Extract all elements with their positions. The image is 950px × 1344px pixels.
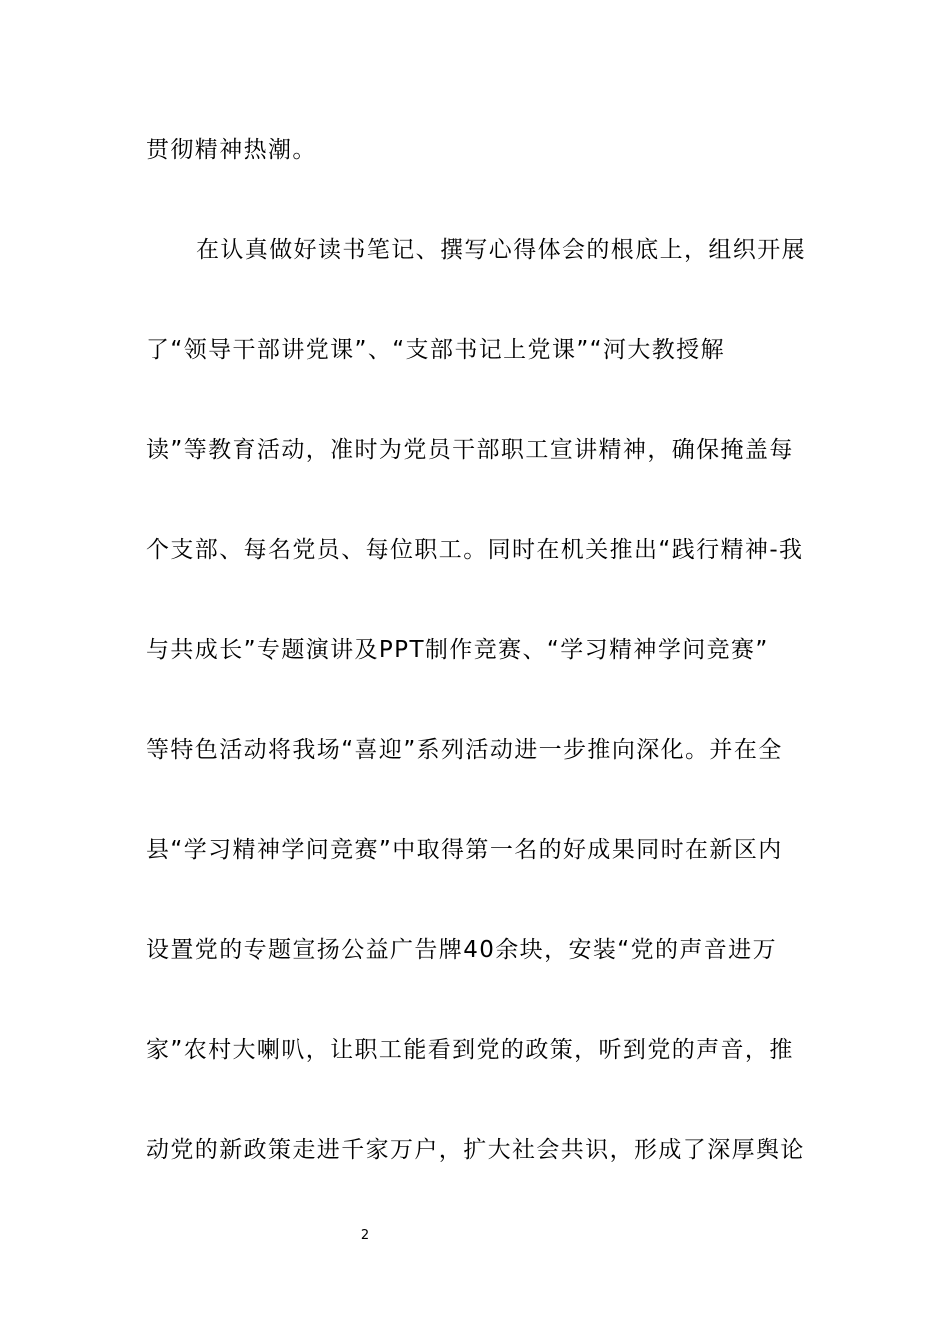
text-line: 贯彻精神热潮。	[146, 137, 317, 163]
text-line: 与共成长”专题演讲及PPT制作竞赛、“学习精神学问竞赛”	[146, 637, 769, 663]
text-line: 动党的新政策走进千家万户，扩大社会共识，形成了深厚舆论	[146, 1137, 805, 1163]
text-line: 个支部、每名党员、每位职工。同时在机关推出“践行精神-我	[146, 537, 804, 563]
text-line: 县“学习精神学问竞赛”中取得第一名的好成果同时在新区内	[146, 837, 783, 863]
text-line: 家”农村大喇叭，让职工能看到党的政策，听到党的声音，推	[146, 1037, 794, 1063]
page-number: 2	[360, 1228, 370, 1243]
text-line: 读”等教育活动，准时为党员干部职工宣讲精神，确保掩盖每	[146, 437, 794, 463]
text-line: 设置党的专题宣扬公益广告牌40余块，安装“党的声音进万	[146, 937, 777, 963]
text-line: 了“领导干部讲党课”、“支部书记上党课”“河大教授解	[146, 337, 725, 363]
paragraph-first-line: 在认真做好读书笔记、撰写心得体会的根底上，组织开展	[196, 237, 806, 263]
text-line: 等特色活动将我场“喜迎”系列活动进一步推向深化。并在全	[146, 737, 783, 763]
